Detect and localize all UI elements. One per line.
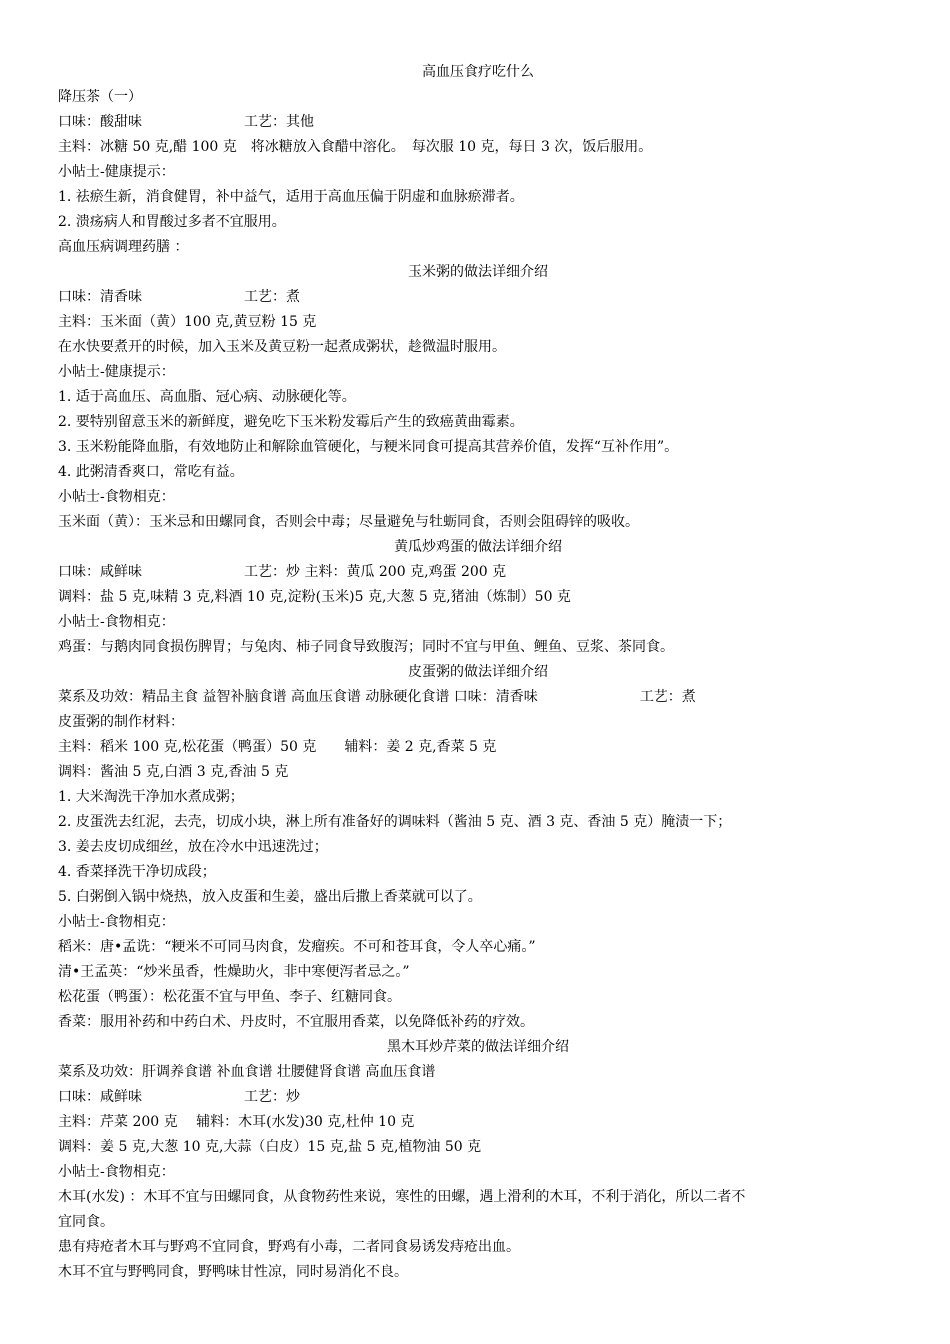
section5-seasoning: 调料：姜 5 克,大葱 10 克,大蒜（白皮）15 克,盐 5 克,植物油 50 克 <box>58 1139 482 1155</box>
section5-taste-craft <box>58 1085 898 1110</box>
section1-craft: 工艺：其他 <box>244 114 314 130</box>
section1-tip: 1. 祛瘀生新，消食健胃，补中益气，适用于高血压偏于阴虚和血脉瘀滞者。 <box>58 189 524 205</box>
section5-food-heading: 小帖士-食物相克： <box>58 1164 175 1180</box>
section2-method: 在水快要煮开的时候，加入玉米及黄豆粉一起煮成粥状，趁微温时服用。 <box>58 339 506 355</box>
section1-main: 主料：冰糖 50 克,醋 100 克 将冰糖放入食醋中溶化。 每次服 10 克，每日 3 次，饭后服用。 <box>58 139 653 155</box>
section5-food: 木耳(水发) ：木耳不宜与田螺同食，从食物药性来说，寒性的田螺，遇上滑利的木耳，不利于消化，所以二者不 <box>58 1189 746 1205</box>
section5-food: 木耳不宜与野鸭同食，野鸭味甘性凉，同时易消化不良。 <box>58 1264 408 1280</box>
section3-seasoning: 调料：盐 5 克,味精 3 克,料酒 10 克,淀粉(玉米)5 克,大葱 5 克,猪油（炼制）50 克 <box>58 589 571 605</box>
section3-taste: 口味：咸鲜味 <box>58 564 142 580</box>
section3-food-heading: 小帖士-食物相克： <box>58 614 175 630</box>
section3-taste-craft <box>58 560 898 585</box>
section2-food-heading: 小帖士-食物相克： <box>58 489 175 505</box>
section2-tip: 4. 此粥清香爽口，常吃有益。 <box>58 464 244 480</box>
section4-craft: 工艺：煮 <box>639 689 696 705</box>
section2-main: 主料：玉米面（黄）100 克,黄豆粉 15 克 <box>58 314 317 330</box>
section4-heading: 皮蛋粥的做法详细介绍 <box>408 664 548 680</box>
section5-main: 主料：芹菜 200 克 辅料：木耳(水发)30 克,杜仲 10 克 <box>58 1114 415 1130</box>
section4-step: 4. 香菜择洗干净切成段； <box>58 864 216 880</box>
section2-tip: 3. 玉米粉能降血脂，有效地防止和解除血管硬化，与粳米同食可提高其营养价值，发挥“互补作用”。 <box>58 439 679 455</box>
section1-tips-heading: 小帖士-健康提示： <box>58 164 175 180</box>
section2-taste: 口味：清香味 <box>58 289 142 305</box>
section2-tips-heading: 小帖士-健康提示： <box>58 364 175 380</box>
section5-cuisine: 菜系及功效：肝调养食谱 补血食谱 壮腰健肾食谱 高血压食谱 <box>58 1064 436 1080</box>
section1-tip: 2. 溃疡病人和胃酸过多者不宜服用。 <box>58 214 286 230</box>
section2-taste-craft <box>58 285 898 310</box>
section2-tip: 2. 要特别留意玉米的新鲜度，避免吃下玉米粉发霉后产生的致癌黄曲霉素。 <box>58 414 524 430</box>
section5-food: 患有痔疮者木耳与野鸡不宜同食，野鸡有小毒，二者同食易诱发痔疮出血。 <box>58 1239 520 1255</box>
section3-craft: 工艺：炒 主料：黄瓜 200 克,鸡蛋 200 克 <box>244 564 507 580</box>
section3-food: 鸡蛋：与鹅肉同食损伤脾胃；与兔肉、柿子同食导致腹泻；同时不宜与甲鱼、鲤鱼、豆浆、茶同食。 <box>58 639 674 655</box>
section4-materials: 皮蛋粥的制作材料： <box>58 714 184 730</box>
section4-food-heading: 小帖士-食物相克： <box>58 914 175 930</box>
section1-after: 高血压病调理药膳 ： <box>58 239 189 255</box>
section4-food: 香菜：服用补药和中药白术、丹皮时，不宜服用香菜，以免降低补药的疗效。 <box>58 1014 534 1030</box>
section2-tip: 1. 适于高血压、高血脂、冠心病、动脉硬化等。 <box>58 389 356 405</box>
section2-heading: 玉米粥的做法详细介绍 <box>408 264 548 280</box>
section4-cuisine: 菜系及功效：精品主食 益智补脑食谱 高血压食谱 动脉硬化食谱 口味：清香味 <box>58 689 538 705</box>
section5-craft: 工艺：炒 <box>244 1089 300 1105</box>
section5-heading: 黑木耳炒芹菜的做法详细介绍 <box>387 1039 569 1055</box>
section4-main: 主料：稻米 100 克,松花蛋（鸭蛋）50 克 辅料：姜 2 克,香菜 5 克 <box>58 739 497 755</box>
section1-taste: 口味：酸甜味 <box>58 114 142 130</box>
section4-food: 稻米：唐•孟诜：“粳米不可同马肉食，发瘤疾。不可和苍耳食，令人卒心痛。” <box>58 939 536 955</box>
section2-craft: 工艺：煮 <box>244 289 300 305</box>
section5-taste: 口味：咸鲜味 <box>58 1089 142 1105</box>
section5-food: 宜同食。 <box>58 1214 114 1230</box>
section4-step: 3. 姜去皮切成细丝，放在冷水中迅速洗过； <box>58 839 328 855</box>
section4-step: 1. 大米淘洗干净加水煮成粥； <box>58 789 244 805</box>
section4-step: 5. 白粥倒入锅中烧热，放入皮蛋和生姜，盛出后撒上香菜就可以了。 <box>58 889 482 905</box>
section4-food: 松花蛋（鸭蛋）：松花蛋不宜与甲鱼、李子、红糖同食。 <box>58 989 401 1005</box>
section1-taste-craft <box>58 110 898 135</box>
section4-step: 2. 皮蛋洗去红泥，去壳，切成小块，淋上所有准备好的调味料（酱油 5 克、酒 3 克、香油 5 克）腌渍一下； <box>58 814 732 830</box>
section2-food: 玉米面（黄）：玉米忌和田螺同食，否则会中毒；尽量避免与牡蛎同食，否则会阻碍锌的吸收。 <box>58 514 639 530</box>
section4-seasoning: 调料：酱油 5 克,白酒 3 克,香油 5 克 <box>58 764 289 780</box>
section1-heading: 降压茶（一） <box>58 89 142 105</box>
section4-cuisine-craft <box>58 685 898 710</box>
section4-food: 清•王孟英：“炒米虽香，性燥助火，非中寒便泻者忌之。” <box>58 964 410 980</box>
section3-heading: 黄瓜炒鸡蛋的做法详细介绍 <box>394 539 562 555</box>
document-title: 高血压食疗吃什么 <box>422 64 534 80</box>
